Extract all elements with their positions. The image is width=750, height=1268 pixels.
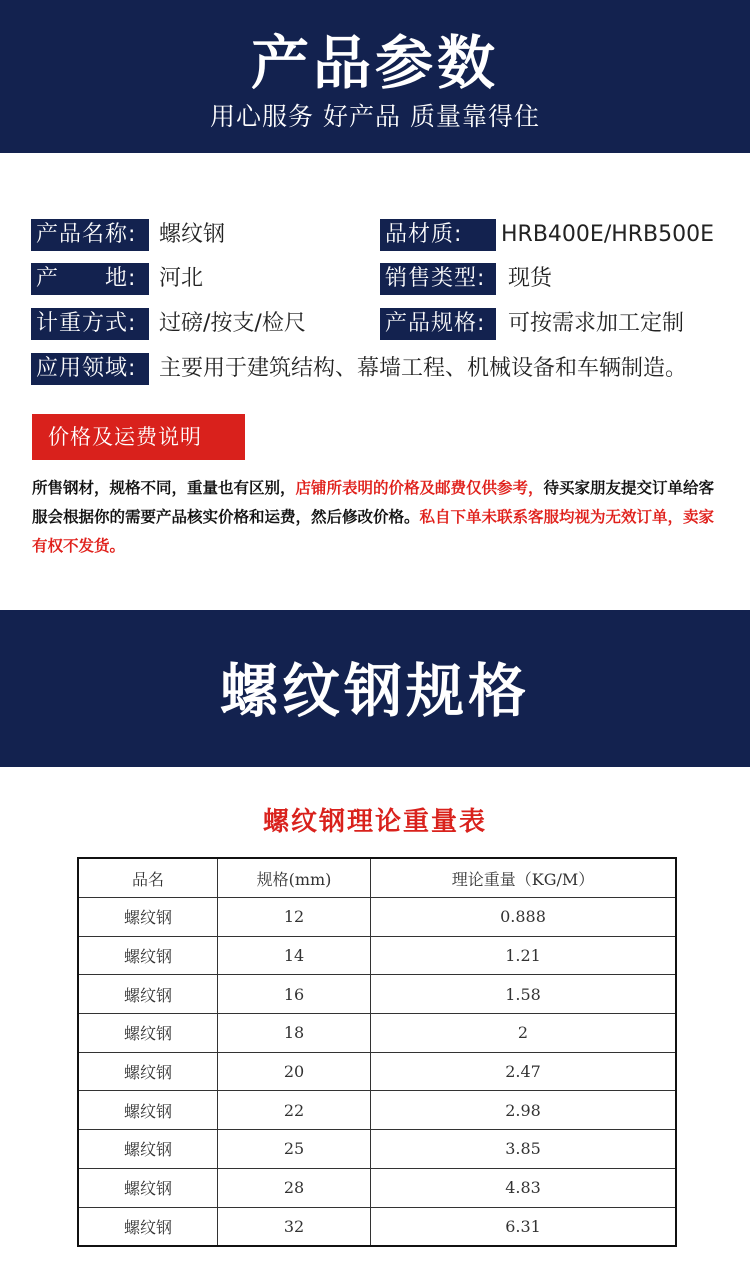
- param-label: 销售类型:: [380, 263, 496, 295]
- cell-spec: 16: [218, 975, 371, 1014]
- cell-name: 螺纹钢: [78, 1014, 218, 1053]
- param-label: 产 地:: [31, 263, 149, 295]
- table-row: [78, 898, 676, 937]
- cell-weight: 3.85: [371, 1130, 677, 1169]
- param-value: 过磅/按支/检尺: [159, 311, 306, 336]
- banner-title: 螺纹钢规格: [219, 657, 530, 725]
- param-origin: [31, 263, 361, 295]
- table-row: [78, 936, 676, 975]
- banner-subtitle: 用心服务 好产品 质量靠得住: [210, 102, 540, 131]
- param-value: HRB400E/HRB500E: [501, 222, 715, 247]
- cell-name: 螺纹钢: [78, 1168, 218, 1207]
- price-notice: [32, 474, 722, 561]
- param-value: 可按需求加工定制: [508, 311, 685, 336]
- notice-warning: 店铺所表明的价格及邮费仅供参考，: [295, 479, 544, 497]
- cell-spec: 22: [218, 1091, 371, 1130]
- cell-name: 螺纹钢: [78, 1091, 218, 1130]
- cell-spec: 28: [218, 1168, 371, 1207]
- cell-weight: 2.47: [371, 1052, 677, 1091]
- cell-name: 螺纹钢: [78, 1130, 218, 1169]
- cell-weight: 0.888: [371, 898, 677, 937]
- param-material: [380, 219, 730, 251]
- param-value: 现货: [508, 266, 553, 291]
- table-row: [78, 1130, 676, 1169]
- cell-name: 螺纹钢: [78, 1207, 218, 1246]
- table-row: [78, 1014, 676, 1053]
- price-shipping-heading: 价格及运费说明: [32, 414, 245, 460]
- cell-weight: 6.31: [371, 1207, 677, 1246]
- param-application: [31, 353, 721, 385]
- banner-title: 产品参数: [250, 29, 499, 97]
- notice-text: 所售钢材，规格不同，重量也有区别，: [32, 479, 296, 497]
- param-weigh-method: [31, 308, 361, 340]
- cell-spec: 25: [218, 1130, 371, 1169]
- param-sale-type: [380, 263, 730, 295]
- cell-spec: 20: [218, 1052, 371, 1091]
- cell-spec: 14: [218, 936, 371, 975]
- param-spec: [380, 308, 730, 340]
- header-cell: 品名: [78, 858, 218, 898]
- cell-weight: 2: [371, 1014, 677, 1053]
- product-params-banner: [0, 0, 750, 153]
- cell-name: 螺纹钢: [78, 1052, 218, 1091]
- weight-table-title: 螺纹钢理论重量表: [262, 807, 487, 837]
- param-value: 主要用于建筑结构、幕墙工程、机械设备和车辆制造。: [159, 356, 688, 381]
- cell-weight: 4.83: [371, 1168, 677, 1207]
- table-row: [78, 1052, 676, 1091]
- cell-name: 螺纹钢: [78, 898, 218, 937]
- table-row: [78, 1168, 676, 1207]
- param-label: 产品名称:: [31, 219, 149, 251]
- cell-spec: 18: [218, 1014, 371, 1053]
- param-label: 应用领域:: [31, 353, 149, 385]
- table-row: [78, 975, 676, 1014]
- notice-warning: 私自下单未联系客服均视为无效订单，卖家有权不发货。: [32, 508, 715, 555]
- param-label: 品材质:: [380, 219, 496, 251]
- header-cell: 理论重量（KG/M）: [371, 858, 677, 898]
- param-value: 螺纹钢: [159, 222, 226, 247]
- cell-spec: 12: [218, 898, 371, 937]
- notice-text: 待买家朋友提交订单给客服会根据你的需要产品核实价格和运费，然后修改价格。: [32, 479, 715, 526]
- table-header-row: [78, 858, 676, 898]
- cell-name: 螺纹钢: [78, 975, 218, 1014]
- weight-table: [77, 857, 677, 1247]
- header-cell: 规格(mm): [218, 858, 371, 898]
- cell-weight: 2.98: [371, 1091, 677, 1130]
- cell-weight: 1.58: [371, 975, 677, 1014]
- param-value: 河北: [159, 266, 204, 291]
- rebar-spec-banner: [0, 610, 750, 767]
- param-label: 产品规格:: [380, 308, 496, 340]
- table-row: [78, 1207, 676, 1246]
- table-row: [78, 1091, 676, 1130]
- param-product-name: [31, 219, 361, 251]
- param-label: 计重方式:: [31, 308, 149, 340]
- cell-spec: 32: [218, 1207, 371, 1246]
- cell-weight: 1.21: [371, 936, 677, 975]
- cell-name: 螺纹钢: [78, 936, 218, 975]
